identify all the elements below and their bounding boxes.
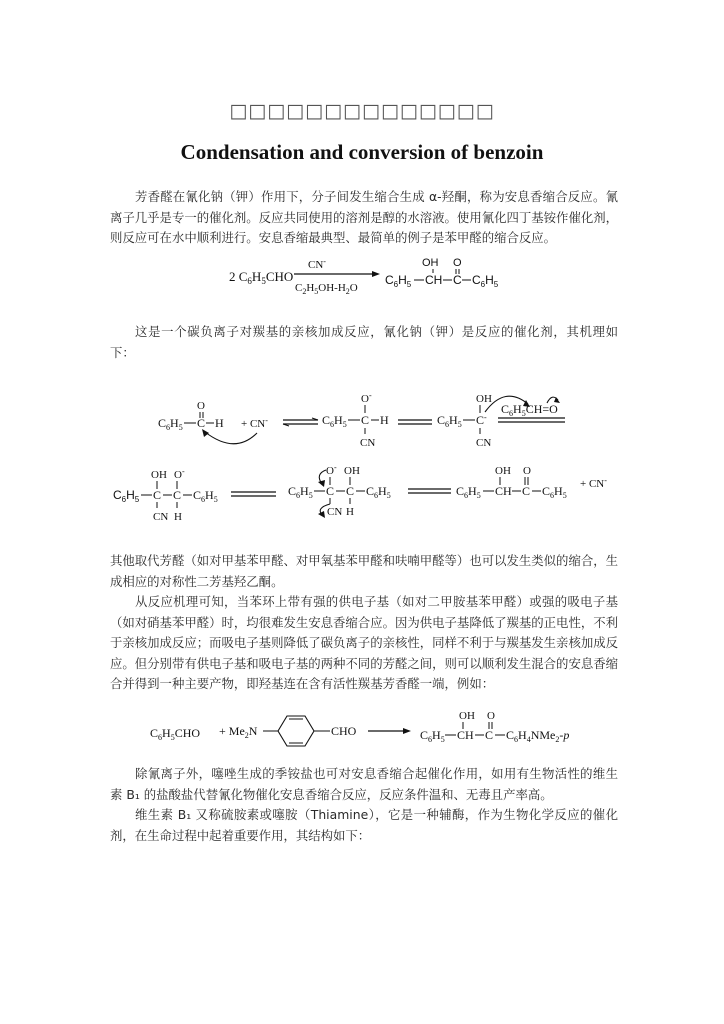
svg-text:H: H bbox=[174, 511, 182, 523]
svg-text:C6H5: $C_6H_5$ bbox=[456, 484, 481, 500]
svg-text:O-: O- bbox=[174, 467, 185, 481]
reaction-mixed-benzoin bbox=[0, 690, 724, 760]
svg-text:C: C bbox=[485, 728, 494, 742]
svg-text:H: H bbox=[346, 506, 354, 518]
svg-text:C6H5: $C_6H_5$ bbox=[542, 484, 567, 500]
svg-text:CHO: CHO bbox=[331, 724, 357, 738]
svg-text:OH: OH bbox=[151, 469, 167, 481]
svg-text:OH: OH bbox=[422, 257, 439, 269]
svg-text:H: H bbox=[215, 416, 224, 430]
paragraph-text: 从反应机理可知，当苯环上带有强的供电子基（如对二甲胺基苯甲醛）或强的吸电子基（如对硝基苯甲醛）时，均很难发生安息香缩合应。因为供电子基降低了羰基的正电性，不利于亲核加成反应；而吸电子基则降低了碳负离子的亲核性，同样不利于与羰基发生亲核加成反应。但分别带有供电子基和吸电子基的两种不同的芳醛之间，则可以顺利发生混合的安息香缩合并得到一种主要产物，即羟基连在含有活性羰基芳香醛一端，例如： bbox=[110, 594, 619, 691]
paragraph-mechanism-intro bbox=[110, 322, 618, 363]
svg-text:OH: OH bbox=[495, 465, 511, 477]
svg-text:C6H5: $C_6H_5$ bbox=[322, 413, 347, 429]
svg-text:C: C bbox=[173, 488, 182, 502]
benzene-ring-icon bbox=[278, 716, 314, 746]
paragraph-thiazolium-catalyst bbox=[110, 764, 618, 805]
paragraph-text: 芳香醛在氰化钠（钾）作用下，分子间发生缩合生成 α-羟酮，称为安息香缩合反应。氰离子几乎是专一的催化剂。反应共同使用的溶剂是醇的水溶液。使用氰化四丁基铵作催化剂，则反应可在水中顺利进行。安息香缩最典型、最简单的例子是苯甲醛的缩合反应。 bbox=[110, 189, 619, 245]
svg-text:CN-: CN- bbox=[308, 257, 326, 271]
svg-text:O-: O- bbox=[361, 391, 372, 405]
paragraph-intro bbox=[110, 187, 618, 249]
svg-text:OH: OH bbox=[344, 465, 360, 477]
svg-text:OH: OH bbox=[476, 393, 492, 405]
svg-text:+ CN-: + CN- bbox=[241, 416, 268, 430]
svg-text:OH: OH bbox=[459, 710, 475, 722]
svg-text:C6H5: $C_6H_5$ bbox=[420, 728, 445, 744]
svg-text:C6H5: $C_6H_5$ bbox=[113, 488, 140, 504]
svg-text:CN: CN bbox=[360, 437, 376, 449]
svg-text:O: O bbox=[197, 400, 205, 412]
paragraph-text: 这是一个碳负离子对羰基的亲核加成反应，氰化钠（钾）是反应的催化剂，其机理如下： bbox=[110, 324, 618, 360]
svg-text:C6H5: $C_6H_5$ bbox=[385, 273, 412, 289]
mechanism-row-2 bbox=[0, 460, 724, 535]
paragraph-thiamine bbox=[110, 805, 618, 846]
svg-text:O-: O- bbox=[326, 463, 337, 477]
paragraph-substituted-aldehydes bbox=[110, 551, 618, 592]
svg-text:C: C bbox=[522, 484, 531, 498]
svg-text:C6H5: $C_6H_5$ bbox=[472, 273, 499, 289]
svg-text:+ Me2N: + $Me_2N$ bbox=[219, 724, 258, 740]
title-english: Condensation and conversion of benzoin bbox=[180, 140, 544, 164]
svg-text:C6H5: $C_6H_5$ bbox=[288, 484, 313, 500]
svg-text:CH: CH bbox=[495, 484, 512, 498]
svg-text:O: O bbox=[487, 710, 495, 722]
svg-text:CN: CN bbox=[476, 437, 492, 449]
svg-text:C6H4NMe2-p: $C_6H_4NMe_2-p$ bbox=[506, 728, 570, 744]
paragraph-substituent-effects bbox=[110, 592, 618, 695]
svg-text:C: C bbox=[197, 416, 206, 430]
svg-text:CH: CH bbox=[425, 273, 443, 287]
svg-text:C: C bbox=[153, 488, 162, 502]
svg-text:C6H5CH=O: $C_6H_5CH=O$ bbox=[501, 402, 558, 418]
svg-text:C6H5: $C_6H_5$ bbox=[193, 488, 218, 504]
paragraph-text: 其他取代芳醛（如对甲基苯甲醛、对甲氧基苯甲醛和呋喃甲醛等）也可以发生类似的缩合，生成相应的对称性二芳基羟乙酮。 bbox=[110, 553, 619, 589]
paragraph-text: 维生素 B₁ 又称硫胺素或噻胺（Thiamine），它是一种辅酶，作为生物化学反应的催化剂，在生命过程中起着重要作用，其结构如下： bbox=[110, 807, 618, 843]
svg-text:C: C bbox=[453, 273, 462, 287]
svg-text:CN: CN bbox=[327, 506, 343, 518]
svg-text:C: C bbox=[326, 484, 335, 498]
mechanism-row-1 bbox=[0, 385, 724, 460]
svg-text:C6H5: $C_6H_5$ bbox=[158, 416, 183, 432]
svg-text:C6H5: $C_6H_5$ bbox=[437, 413, 462, 429]
svg-text:C-: C- bbox=[476, 413, 487, 427]
svg-text:O: O bbox=[523, 465, 531, 477]
reaction-benzoin-overall bbox=[0, 250, 724, 300]
reactant-benzaldehyde: 2 $C_6H_5CHO$ bbox=[229, 269, 294, 286]
svg-text:O: O bbox=[453, 257, 462, 269]
svg-text:C6H5: $C_6H_5$ bbox=[366, 484, 391, 500]
svg-text:C: C bbox=[346, 484, 355, 498]
svg-text:C6H5CHO: $C_6H_5CHO$ bbox=[150, 726, 201, 742]
svg-text:C: C bbox=[361, 413, 370, 427]
svg-text:CN: CN bbox=[153, 511, 169, 523]
svg-text:C2H5OH-H2O: $C_2H_5OH-H_2O$ bbox=[295, 282, 358, 296]
svg-text:H: H bbox=[380, 413, 389, 427]
product-benzoin bbox=[385, 257, 499, 289]
svg-text:+ CN-: + CN- bbox=[580, 476, 607, 490]
title-chinese-missing-glyphs: □□□□□□□□□□□□□□ bbox=[229, 100, 495, 122]
paragraph-text: 除氰离子外，噻唑生成的季铵盐也可对安息香缩合起催化作用，如用有生物活性的维生素 B₁ 的盐酸盐代替氰化物催化安息香缩合反应，反应条件温和、无毒且产率高。 bbox=[110, 766, 618, 802]
svg-text:CH: CH bbox=[457, 728, 474, 742]
